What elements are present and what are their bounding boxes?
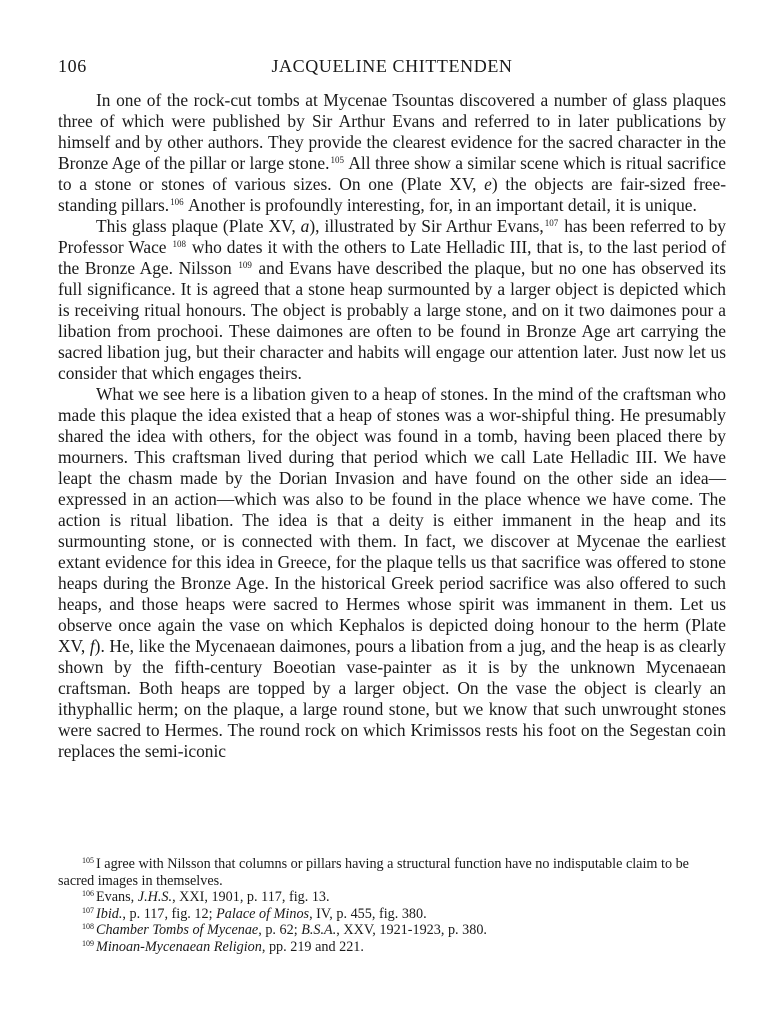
paragraph: What we see here is a libation given to a heap of stones. In the mind of the craftsman who made this plaque the idea existed that a heap of stones was a wor-shipful thing. He presumably shared the idea with others, for the object was found in a tomb, having been placed there by mourners. This craftsman lived during that period which we call Late Helladic III. We have leapt the chasm made by the Dorian Invasion and have found on the other side an idea—expressed in an action—which was also to be found in the place whence we have come. The action is ritual libation. The idea is that a deity is either immanent in the heap and its surmounting stone, or is connected with them. In fact, we discover at Mycenae the earliest extant evidence for this idea in Greece, for the plaque tells us that sacrifice was offered to stone heaps during the Bronze Age. In the historical Greek period sacrifice was also offered to such heaps, and those heaps were sacred to Hermes whose spirit was immanent in them. Let us observe once again the vase on which Kephalos is depicted doing honour to the herm (Plate XV, f). He, like the Mycenaean daimones, pours a libation from a jug, and the heap is as clearly shown by the fifth-century Boeotian vase-painter as it is by the unknown Mycenaean craftsman. Both heaps are topped by a larger object. On the vase the object is clearly an ithyphallic herm; on the plaque, a large round stone, but we know that such unwrought stones were sacred to Hermes. The round rock on which Krimissos rests his foot on the Segestan coin replaces the semi-iconic [58,384,726,761]
footnote-number: 106 [82,889,94,899]
footnote-ref-108: 108 [172,239,186,249]
running-head: JACQUELINE CHITTENDEN [271,56,513,76]
footnote: $^{106}$ Evans, J.H.S., XXI, 1901, p. 117, fig. 13. [82,889,330,906]
footnote-ref-106: 106 [170,197,184,207]
paragraph: In one of the rock-cut tombs at Mycenae Tsountas discovered a number of glass plaques three of which were published by Sir Arthur Evans and referred to in later publications by himself and by other authors. They provide the clearest evidence for the sacred character in the Bronze Age of the pillar or large stone.$^{105}$ All three show a similar scene which is ritual sacrifice to a stone or stones of various sizes. On one (Plate XV, e) the objects are fair-sized free-standing pillars.$^{106}$ Another is profoundly interesting, for, in an important detail, it is unique. [58,90,726,215]
footnote-number: 109 [82,938,94,948]
footnote-ref-107: 107 [544,218,559,228]
footnote-number: 105 [82,856,94,865]
footnotes [58,856,726,956]
footnote-number: 108 [82,922,94,932]
footnote-number: 107 [82,905,94,915]
page-number: 106 [58,56,87,76]
paragraph: This glass plaque (Plate XV, a), illustrated by Sir Arthur Evans,$^{107}$ has been referred to by Professor Wace $^{108}$ who dates it with the others to Late Helladic III, that is, to the last period of the Bronze Age. Nilsson $^{109}$ and Evans have described the plaque, but no one has observed its full significance. It is agreed that a stone heap surmounted by a larger object is depicted which is receiving ritual honours. The object is probably a large stone, and on it two daimones pour a libation from prochooi. These daimones are often to be found in Bronze Age art carrying the sacred libation jug, but their character and habits will engage our attention later. Just now let us consider that which engages theirs. [58,216,726,383]
footnote-ref-109: 109 [238,260,252,270]
footnote-ref-105: 105 [330,155,344,165]
page-header [58,56,726,80]
footnote: $^{109}$ Minoan-Mycenaean Religion, pp. 219 and 221. [82,938,364,955]
footnote: $^{105}$ I agree with Nilsson that columns or pillars having a structural function have no indisputable claim to be sacred images in themselves. [58,856,689,889]
footnote: $^{107}$ Ibid., p. 117, fig. 12; Palace of Minos, IV, p. 455, fig. 380. [82,905,427,922]
footnote: $^{108}$ Chamber Tombs of Mycenae, p. 62; B.S.A., XXV, 1921-1923, p. 380. [82,922,487,939]
body-text [58,90,726,762]
